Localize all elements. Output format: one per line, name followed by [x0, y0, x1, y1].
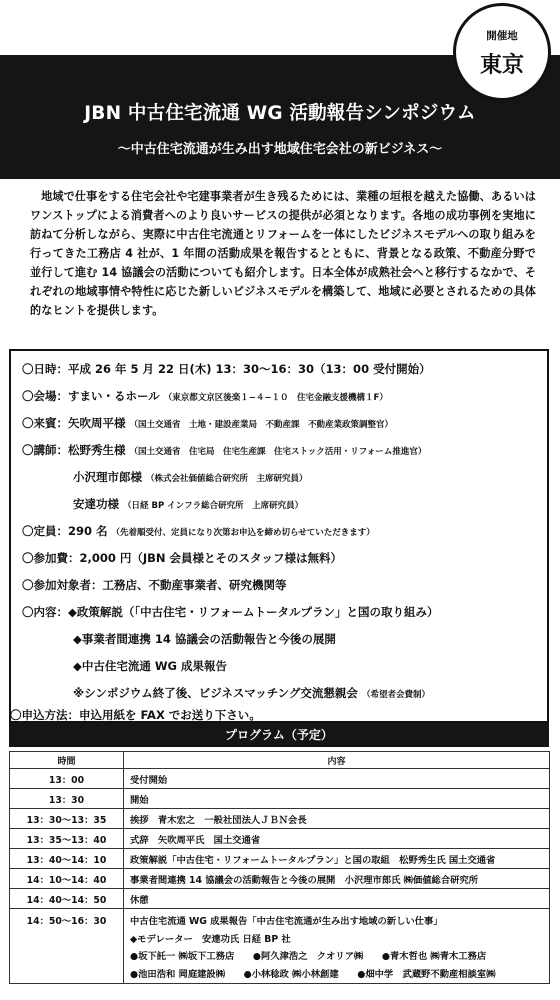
program-content: 事業者間連携 14 協議会の活動報告と今後の展開 小沢理市郎氏 ㈱価値総合研究所 — [124, 869, 550, 889]
detail-lecturer-3-sub: （日経 BP インフラ総合研究所 上席研究員） — [123, 501, 304, 511]
detail-content-3: ◆中古住宅流通 WG 成果報告 — [73, 659, 227, 673]
program-time: 13：35〜13：40 — [10, 829, 124, 849]
program-content: 受付開始 — [124, 769, 550, 789]
detail-lecturer-sub: （国土交通省 住宅局 住宅生産課 住宅ストック活用・リフォーム推進官） — [129, 447, 427, 457]
detail-lecturer-3 — [73, 496, 303, 512]
program-content-line: ◆モデレーター 安達功氏 日経 BP 社 — [130, 933, 291, 945]
detail-lecturer-2-main: 小沢理市郎様 — [73, 470, 142, 484]
table-row — [10, 909, 550, 984]
detail-lecturer — [22, 442, 426, 458]
table-row — [10, 809, 550, 829]
event-details-box — [9, 349, 549, 723]
program-time: 13：40〜14：10 — [10, 849, 124, 869]
table-row — [10, 829, 550, 849]
program-content-line: ●池田浩和 岡庭建設㈱ ●小林稔政 ㈱小林創建 ●畑中学 武蔵野不動産相談室㈱ — [130, 968, 496, 980]
detail-audience: 〇参加対象者：工務店、不動産事業者、研究機関等 — [22, 578, 287, 592]
detail-venue-main: 〇会場：すまい・るホール — [22, 389, 160, 403]
program-content: 開始 — [124, 789, 550, 809]
detail-guest-sub: （国土交通省 土地・建設産業局 不動産課 不動産業政策調整官） — [129, 420, 394, 430]
program-content-line: ●坂下託一 ㈱坂下工務店 ●阿久津浩之 クオリア㈱ ●青木哲也 ㈱青木工務店 — [130, 951, 487, 962]
program-time: 14：40〜14：50 — [10, 889, 124, 909]
program-time: 13：30〜13：35 — [10, 809, 124, 829]
detail-venue — [22, 388, 388, 404]
program-content — [124, 909, 550, 984]
program-table — [9, 751, 550, 984]
venue-badge — [453, 3, 551, 101]
page-title: JBN 中古住宅流通 WG 活動報告シンポジウム — [84, 103, 476, 124]
detail-lecturer-3-main: 安達功様 — [73, 497, 119, 511]
program-time: 13：30 — [10, 789, 124, 809]
table-row — [10, 849, 550, 869]
program-col-time: 時間 — [10, 752, 124, 769]
venue-city: 東京 — [479, 53, 524, 78]
detail-guest — [22, 415, 393, 431]
detail-content-4-sub: （希望者会費制） — [361, 690, 430, 700]
program-time: 14：50〜16：30 — [10, 909, 124, 984]
table-row — [10, 889, 550, 909]
detail-guest-main: 〇来賓：矢吹周平様 — [22, 416, 126, 430]
program-header-row — [10, 752, 550, 769]
program-time: 14：10〜14：40 — [10, 869, 124, 889]
page-subtitle: 〜中古住宅流通が生み出す地域住宅会社の新ビジネス〜 — [117, 142, 443, 157]
detail-content-1: 〇内容：◆政策解説（「中古住宅・リフォームトータルプラン」と国の取り組み） — [22, 605, 439, 619]
detail-datetime: 〇日時：平成 26 年 5 月 22 日(木) 13：30〜16：30（13：00 受付開始） — [22, 362, 431, 376]
detail-venue-sub: （東京都文京区後楽１−４−１０ 住宅金融支援機構１F） — [163, 393, 388, 403]
table-row — [10, 789, 550, 809]
program-content: 休憩 — [124, 889, 550, 909]
detail-lecturer-main: 〇講師：松野秀生様 — [22, 443, 126, 457]
program-content: 挨拶 青木宏之 一般社団法人ＪＢＮ会長 — [124, 809, 550, 829]
program-heading: プログラム（予定） — [9, 723, 549, 747]
program-content: 政策解説「中古住宅・リフォームトータルプラン」と国の取組 松野秀生氏 国土交通省 — [124, 849, 550, 869]
program-time: 13：00 — [10, 769, 124, 789]
table-row — [10, 769, 550, 789]
detail-lecturer-2-sub: （株式会社価値総合研究所 主席研究員） — [146, 474, 308, 484]
detail-apply: 〇申込方法：申込用紙を FAX でお送り下さい。 — [10, 708, 261, 722]
detail-fee: 〇参加費：2,000 円（JBN 会員様とそのスタッフ様は無料） — [22, 551, 343, 565]
program-content-line: 中古住宅流通 WG 成果報告「中古住宅流通が生み出す地域の新しい仕事」 — [130, 916, 443, 927]
detail-capacity-main: 〇定員：290 名 — [22, 524, 108, 538]
venue-label: 開催地 — [486, 30, 518, 42]
detail-lecturer-2 — [73, 469, 308, 485]
detail-content-4-main: ※シンポジウム終了後、ビジネスマッチング交流懇親会 — [73, 686, 358, 700]
detail-capacity — [22, 523, 375, 539]
table-row — [10, 869, 550, 889]
detail-content-4 — [73, 685, 430, 701]
detail-content-2: ◆事業者間連携 14 協議会の活動報告と今後の展開 — [73, 632, 336, 646]
program-content: 式辞 矢吹周平氏 国土交通省 — [124, 829, 550, 849]
program-col-content: 内容 — [124, 752, 550, 769]
intro-paragraph: 地域で仕事をする住宅会社や宅建事業者が生き残るためには、業種の垣根を越えた協働、あるいはワンストップによる消費者へのより良いサービスの提供が必須となります。各地の成功事例を実地に訪ねて分析しながら、実際に中古住宅流通とリフォームを一体にしたビジネスモデルへの取り組みを行ってきた工務店 4 社が、1 年間の活動成果を報告するとともに、背景となる政策、不動産分野で並行して進む 14 協議会の活動についても紹介します。日本全体が成熟社会へと移行するなかで、それぞれの地域事情や特性に応じた新しいビジネスモデルを構築して、地域に必要とされるための具体的なヒントを提供します。 — [30, 190, 536, 317]
detail-capacity-sub: （先着順受付、定員になり次第お申込を締め切らせていただきます） — [111, 528, 375, 538]
